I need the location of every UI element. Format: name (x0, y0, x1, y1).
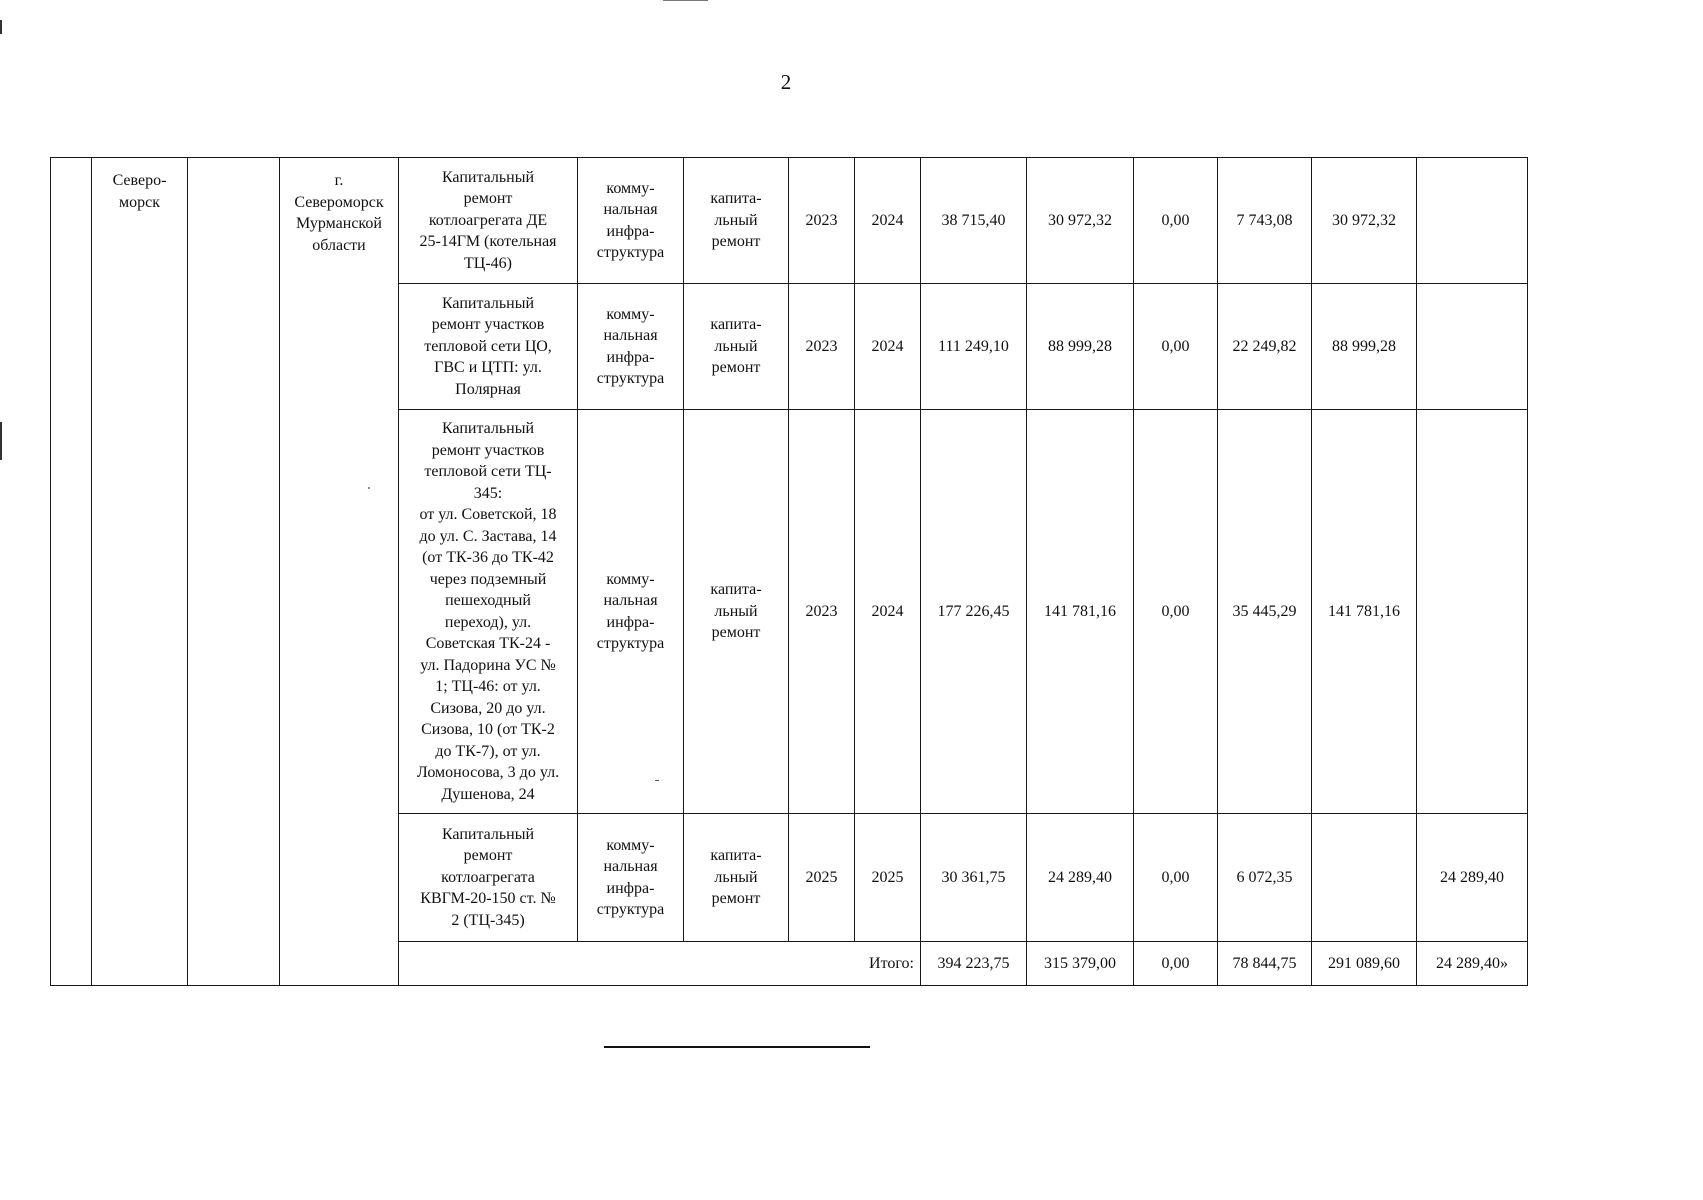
subsidy-cell: 141 781,16 (1027, 410, 1134, 814)
amount-cell (1312, 814, 1417, 942)
subsidy-cell: 88 999,28 (1027, 284, 1134, 410)
total-cost-cell: 38 715,40 (921, 158, 1027, 284)
amount-cell (1417, 410, 1528, 814)
object-name-cell: Капитальный ремонт котлоагрегата КВГМ-20-150 ст. № 2 (ТЦ-345) (399, 814, 578, 942)
amount-cell: 35 445,29 (1218, 410, 1312, 814)
sphere-cell: комму- нальная инфра- структура (578, 158, 684, 284)
subsidy-cell: 24 289,40 (1027, 814, 1134, 942)
amount-cell: 0,00 (1134, 814, 1218, 942)
table-row (51, 158, 1528, 284)
year-start-cell: 2023 (789, 158, 855, 284)
amount-cell: 0,00 (1134, 158, 1218, 284)
amount-cell (1417, 158, 1528, 284)
index-cell (51, 158, 92, 986)
subsidy-cell: 30 972,32 (1027, 158, 1134, 284)
amount-sum: 291 089,60 (1312, 942, 1417, 986)
year-end-cell: 2024 (855, 284, 921, 410)
amount-sum: 0,00 (1134, 942, 1218, 986)
amount-cell: 7 743,08 (1218, 158, 1312, 284)
sphere-cell: комму- нальная инфра- структура (578, 814, 684, 942)
year-start-cell: 2023 (789, 284, 855, 410)
total-cost-cell: 30 361,75 (921, 814, 1027, 942)
locality-cell: г. Североморск Мурманской области (280, 158, 399, 986)
total-cost-cell: 111 249,10 (921, 284, 1027, 410)
amount-cell: 141 781,16 (1312, 410, 1417, 814)
year-start-cell: 2025 (789, 814, 855, 942)
scan-edge-mark (0, 422, 2, 460)
amount-sum: 24 289,40» (1417, 942, 1528, 986)
total-cost-sum: 394 223,75 (921, 942, 1027, 986)
amount-cell: 30 972,32 (1312, 158, 1417, 284)
municipality-cell: Северо- морск (92, 158, 188, 986)
capital-repair-table (50, 157, 1528, 986)
work-type-cell: капита- льный ремонт (684, 158, 789, 284)
amount-cell: 88 999,28 (1312, 284, 1417, 410)
work-type-cell: капита- льный ремонт (684, 284, 789, 410)
scan-edge-mark (0, 20, 2, 34)
amount-cell (1417, 284, 1528, 410)
object-name-cell: Капитальный ремонт котлоагрегата ДЕ 25-14ГМ (котельная ТЦ-46) (399, 158, 578, 284)
amount-cell: 0,00 (1134, 410, 1218, 814)
amount-cell: 24 289,40 (1417, 814, 1528, 942)
amount-cell: 22 249,82 (1218, 284, 1312, 410)
scan-artifact (655, 780, 659, 781)
total-cost-cell: 177 226,45 (921, 410, 1027, 814)
subsidy-sum: 315 379,00 (1027, 942, 1134, 986)
page-number: 2 (780, 70, 792, 94)
year-end-cell: 2025 (855, 814, 921, 942)
amount-sum: 78 844,75 (1218, 942, 1312, 986)
amount-cell: 6 072,35 (1218, 814, 1312, 942)
document-end-rule (604, 1046, 870, 1048)
year-end-cell: 2024 (855, 410, 921, 814)
amount-cell: 0,00 (1134, 284, 1218, 410)
sphere-cell: комму- нальная инфра- структура (578, 284, 684, 410)
top-edge-rule (663, 0, 708, 1)
work-type-cell: капита- льный ремонт (684, 814, 789, 942)
sphere-cell: комму- нальная инфра- структура (578, 410, 684, 814)
year-start-cell: 2023 (789, 410, 855, 814)
scan-artifact (368, 487, 370, 489)
year-end-cell: 2024 (855, 158, 921, 284)
object-name-cell: Капитальный ремонт участков тепловой сети ЦО, ГВС и ЦТП: ул. Полярная (399, 284, 578, 410)
total-label: Итого: (399, 942, 921, 986)
blank-cell (188, 158, 280, 986)
work-type-cell: капита- льный ремонт (684, 410, 789, 814)
object-name-cell: Капитальный ремонт участков тепловой сети ТЦ- 345: от ул. Советской, 18 до ул. С. Застава, 14 (от ТК-36 до ТК-42 через подземный пешеходный переход), ул. Советская ТК-24 - ул. Падорина УС № 1; ТЦ-46: от ул. Сизова, 20 до ул. Сизова, 10 (от ТК-2 до ТК-7), от ул. Ломоносова, 3 до ул. Душенова, 24 (399, 410, 578, 814)
